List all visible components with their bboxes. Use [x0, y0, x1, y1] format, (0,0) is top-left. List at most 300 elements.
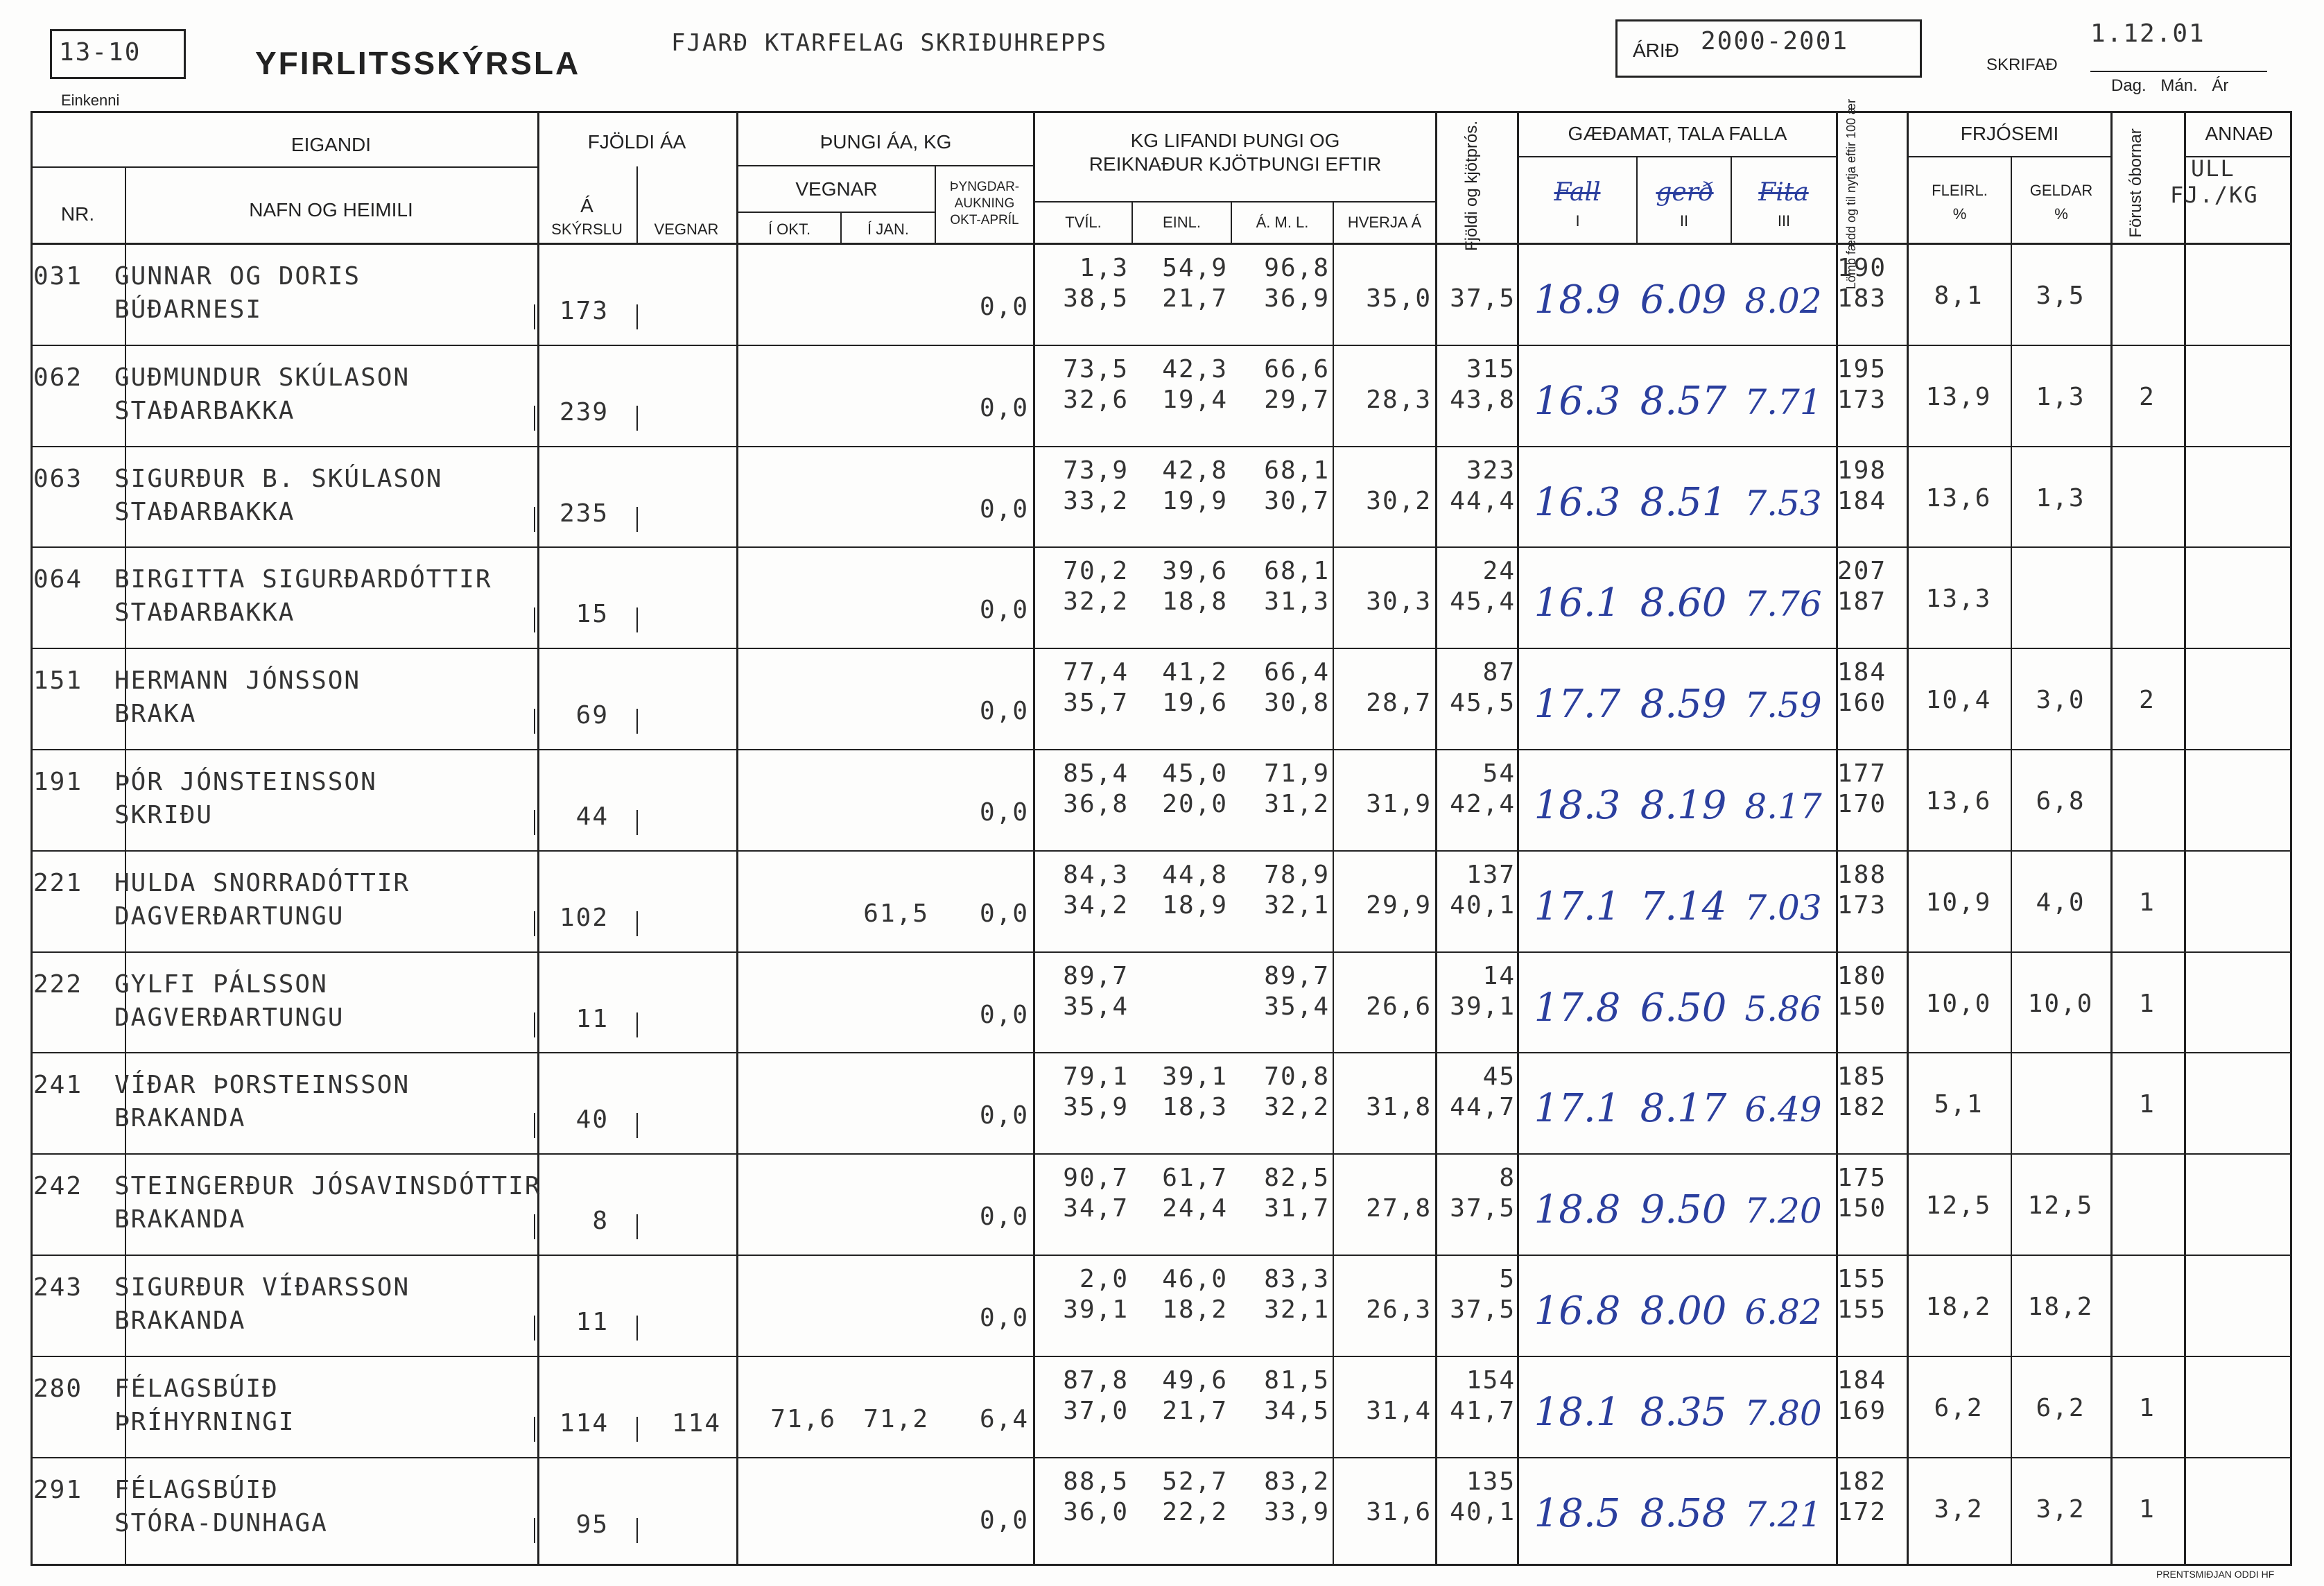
cell-lomb2: 184	[1837, 486, 1887, 515]
cell-einl: 61,7	[1162, 1164, 1228, 1193]
cell-einl2: 22,2	[1162, 1497, 1228, 1526]
cell-hverja: 26,6	[1366, 992, 1432, 1021]
cell-hverja: 35,0	[1366, 284, 1432, 313]
col-hverja: HVERJA Á	[1347, 214, 1422, 231]
cell-nr: 031	[33, 262, 83, 291]
cell-g1: 17.1	[1534, 883, 1621, 929]
value-tick	[534, 507, 535, 532]
cell-nr: 243	[33, 1273, 83, 1302]
value-tick	[636, 709, 638, 734]
cell-einl: 42,8	[1162, 456, 1228, 485]
cell-aml: 70,8	[1264, 1062, 1330, 1092]
cell-name: FÉLAGSBÚIÐ	[114, 1475, 279, 1504]
table-row	[0, 245, 2324, 346]
cell-place: BRAKANDA	[114, 1307, 246, 1335]
cell-g2: 8.17	[1640, 1086, 1727, 1132]
col-frjosemi: FRJÓSEMI	[1960, 123, 2059, 144]
cell-forust: 1	[2139, 989, 2156, 1018]
cell-fleirl: 13,9	[1925, 382, 1992, 411]
col-iokt: Í OKT.	[768, 221, 811, 238]
cell-fleirl: 10,9	[1925, 888, 1992, 917]
cell-g3: 8.02	[1744, 281, 1822, 321]
cell-kjot: 39,1	[1450, 992, 1516, 1021]
cell-einl2: 18,3	[1162, 1093, 1228, 1122]
cell-lomb1: 180	[1837, 961, 1887, 990]
value-tick	[534, 911, 535, 936]
cell-lomb1: 184	[1837, 658, 1887, 687]
col-thyngd	[936, 179, 1033, 228]
col-geldar-pct: %	[2054, 205, 2068, 223]
id-box-value: 13-10	[59, 38, 141, 67]
cell-name: HERMANN JÓNSSON	[114, 666, 361, 696]
cell-einl2: 19,9	[1162, 486, 1228, 515]
cell-forust: 1	[2139, 1090, 2156, 1119]
cell-hverja: 27,8	[1366, 1194, 1432, 1223]
col-thyngd-line1: ÞYNGDAR-	[949, 180, 1020, 194]
cell-place: DAGVERÐARTUNGU	[114, 1003, 345, 1032]
cell-fjoldi: 87	[1482, 658, 1516, 687]
cell-skyrslu: 11	[575, 1308, 609, 1336]
cell-lomb1: 185	[1837, 1062, 1887, 1092]
cell-kjot: 40,1	[1450, 890, 1516, 920]
cell-aml2: 30,8	[1264, 689, 1330, 718]
cell-tvil2: 35,4	[1063, 992, 1129, 1021]
cell-aukning: 0,0	[979, 1506, 1029, 1535]
cell-skyrslu: 114	[559, 1408, 609, 1438]
cell-aukning: 0,0	[979, 293, 1029, 321]
value-tick	[636, 406, 638, 431]
cell-vegnar: 114	[671, 1408, 721, 1438]
cell-g2: 6.09	[1640, 277, 1727, 322]
cell-aml2: 32,1	[1264, 890, 1330, 920]
col-eigandi: EIGANDI	[290, 134, 372, 155]
year-value: 2000-2001	[1701, 27, 1849, 55]
cell-fleirl: 10,0	[1925, 989, 1992, 1018]
cell-kjot: 43,8	[1450, 385, 1516, 414]
cell-aukning: 0,0	[979, 1304, 1029, 1332]
cell-g3: 7.20	[1744, 1191, 1822, 1232]
cell-nr: 151	[33, 666, 83, 696]
cell-einl: 49,6	[1162, 1365, 1228, 1395]
cell-g3: 7.71	[1744, 381, 1822, 422]
cell-einl2: 19,6	[1162, 689, 1228, 718]
cell-geldar: 6,2	[2036, 1393, 2085, 1422]
cell-einl2: 21,7	[1162, 284, 1228, 313]
cell-nr: 062	[33, 363, 83, 392]
id-label: Einkenni	[61, 92, 120, 109]
cell-hverja: 31,8	[1366, 1093, 1432, 1122]
cell-lomb2: 150	[1837, 1194, 1887, 1223]
cell-einl: 44,8	[1162, 860, 1228, 889]
col-g1: I	[1575, 212, 1580, 230]
table-row	[0, 750, 2324, 852]
col-lomb: Lömb fædd og til nytja eftir 100 ær	[1844, 98, 1858, 290]
cell-hverja: 31,9	[1366, 790, 1432, 818]
cell-einl: 41,2	[1162, 658, 1228, 687]
cell-hverja: 28,3	[1366, 385, 1432, 414]
cell-kjot: 37,5	[1450, 1194, 1516, 1223]
cell-g3: 7.21	[1744, 1494, 1822, 1535]
form-title: YFIRLITSSKÝRSLA	[255, 45, 581, 81]
cell-aml: 82,5	[1264, 1164, 1330, 1193]
year-label: ÁRIÐ	[1633, 40, 1679, 61]
cell-jan: 61,5	[863, 899, 929, 928]
value-tick	[534, 1518, 535, 1543]
cell-okt: 71,6	[770, 1404, 836, 1433]
cell-geldar: 12,5	[2027, 1191, 2094, 1221]
cell-g2: 8.51	[1640, 479, 1727, 525]
cell-fjoldi: 315	[1466, 354, 1516, 383]
cell-einl: 39,6	[1162, 557, 1228, 586]
cell-g3: 7.53	[1744, 483, 1822, 524]
col-geldar: GELDAR	[2029, 182, 2093, 199]
cell-lomb2: 187	[1837, 587, 1887, 617]
cell-aml2: 31,7	[1264, 1194, 1330, 1223]
cell-lomb2: 172	[1837, 1497, 1887, 1526]
cell-fleirl: 12,5	[1925, 1191, 1992, 1221]
cell-nr: 291	[33, 1475, 83, 1504]
cell-aukning: 0,0	[979, 1101, 1029, 1130]
cell-tvil: 87,8	[1063, 1365, 1129, 1395]
cell-g3: 7.80	[1744, 1393, 1822, 1433]
cell-tvil2: 35,7	[1063, 689, 1129, 718]
cell-aml: 89,7	[1264, 961, 1330, 990]
cell-g2: 6.50	[1640, 985, 1727, 1031]
cell-lomb1: 182	[1837, 1467, 1887, 1496]
cell-fjoldi: 8	[1499, 1164, 1516, 1193]
cell-einl: 39,1	[1162, 1062, 1228, 1092]
cell-aml2: 33,9	[1264, 1497, 1330, 1526]
cell-g1: 18.1	[1534, 1389, 1621, 1435]
cell-fleirl: 8,1	[1934, 282, 1984, 310]
cell-skyrslu: 102	[559, 903, 609, 932]
col-thyngd-line2: AUKNING	[954, 196, 1015, 211]
cell-aukning: 0,0	[979, 596, 1029, 625]
col-fjoldi: FJÖLDI ÁA	[587, 131, 686, 153]
cell-aukning: 0,0	[979, 697, 1029, 726]
cell-fleirl: 6,2	[1934, 1393, 1984, 1422]
cell-place: DAGVERÐARTUNGU	[114, 902, 345, 931]
cell-einl2: 19,4	[1162, 385, 1228, 414]
cell-name: FÉLAGSBÚIÐ	[114, 1374, 279, 1403]
col-thungi: ÞUNGI ÁA, KG	[820, 131, 952, 153]
written-label: SKRIFAÐ	[1986, 55, 2058, 74]
cell-tvil2: 35,9	[1063, 1093, 1129, 1122]
cell-g2: 8.35	[1640, 1389, 1727, 1435]
table-row	[0, 649, 2324, 750]
col-annad: ANNAÐ	[2205, 123, 2273, 144]
cell-einl2: 21,7	[1162, 1396, 1228, 1425]
cell-lomb2: 182	[1837, 1093, 1887, 1122]
cell-einl: 42,3	[1162, 354, 1228, 383]
cell-skyrslu: 8	[592, 1207, 609, 1236]
table-row	[0, 1357, 2324, 1458]
cell-g2: 8.00	[1640, 1288, 1727, 1334]
cell-aukning: 0,0	[979, 798, 1029, 827]
col-nafn: NAFN OG HEIMILI	[249, 199, 413, 221]
cell-nr: 280	[33, 1374, 83, 1403]
cell-tvil: 90,7	[1063, 1164, 1129, 1193]
value-tick	[636, 607, 638, 632]
cell-forust: 1	[2139, 1393, 2156, 1422]
cell-hverja: 31,6	[1366, 1497, 1432, 1526]
cell-lomb1: 207	[1837, 557, 1887, 586]
value-tick	[636, 1113, 638, 1138]
cell-kjot: 45,4	[1450, 587, 1516, 617]
cell-name: BIRGITTA SIGURÐARDÓTTIR	[114, 565, 492, 594]
cell-skyrslu: 44	[575, 802, 609, 831]
col-ull: ULL	[2191, 155, 2235, 182]
cell-kjot: 40,1	[1450, 1497, 1516, 1526]
cell-fleirl: 13,6	[1925, 787, 1992, 816]
cell-name: STEINGERÐUR JÓSAVINSDÓTTIR	[114, 1172, 541, 1201]
cell-lomb1: 155	[1837, 1265, 1887, 1293]
value-tick	[534, 1316, 535, 1341]
cell-aukning: 6,4	[979, 1404, 1029, 1433]
cell-aml: 81,5	[1264, 1365, 1330, 1395]
col-g2: II	[1679, 212, 1689, 230]
cell-nr: 064	[33, 565, 83, 594]
col-fleirl-pct: %	[1952, 205, 1967, 223]
cell-lomb1: 190	[1837, 254, 1887, 282]
cell-fjoldi: 24	[1482, 557, 1516, 586]
value-tick	[534, 304, 535, 329]
id-box	[50, 29, 186, 79]
cell-fleirl: 13,6	[1925, 483, 1992, 512]
cell-g1: 16.3	[1534, 479, 1621, 525]
value-tick	[636, 304, 638, 329]
col-kg-line2: REIKNAÐUR KJÖTÞUNGI EFTIR	[1089, 153, 1382, 175]
cell-forust: 1	[2139, 1494, 2156, 1524]
cell-geldar: 3,5	[2036, 282, 2085, 310]
cell-place: BRAKANDA	[114, 1205, 246, 1234]
col-g3: III	[1777, 212, 1791, 230]
cell-einl: 45,0	[1162, 759, 1228, 788]
cell-fjoldi: 154	[1466, 1365, 1516, 1395]
cell-tvil: 84,3	[1063, 860, 1129, 889]
cell-g1: 18.5	[1534, 1490, 1621, 1536]
cell-kjot: 37,5	[1450, 284, 1516, 313]
cell-kjot: 42,4	[1450, 790, 1516, 818]
table-row	[0, 1458, 2324, 1560]
col-tvil: TVÍL.	[1065, 214, 1102, 231]
cell-aml: 68,1	[1264, 557, 1330, 586]
cell-kjot: 44,7	[1450, 1093, 1516, 1122]
value-tick	[636, 1012, 638, 1037]
col-g-hand1: Fall	[1554, 178, 1601, 207]
cell-fjoldi: 135	[1466, 1467, 1516, 1496]
cell-nr: 241	[33, 1071, 83, 1100]
col-ijan: Í JAN.	[867, 221, 909, 238]
cell-lomb1: 195	[1837, 354, 1887, 383]
col-gaedamat: GÆÐAMAT, TALA FALLA	[1568, 123, 1787, 144]
cell-lomb2: 173	[1837, 890, 1887, 920]
cell-fleirl: 10,4	[1925, 686, 1992, 715]
cell-lomb2: 150	[1837, 992, 1887, 1021]
col-g-hand3: Fita	[1758, 178, 1809, 207]
cell-fjoldi: 137	[1466, 860, 1516, 889]
cell-tvil: 2,0	[1079, 1265, 1129, 1293]
col-a: Á	[580, 195, 593, 216]
value-tick	[534, 1417, 535, 1442]
cell-nr: 221	[33, 868, 83, 897]
cell-g2: 9.50	[1640, 1187, 1727, 1233]
cell-tvil: 70,2	[1063, 557, 1129, 586]
table-row	[0, 548, 2324, 649]
cell-name: GYLFI PÁLSSON	[114, 969, 328, 999]
cell-forust: 2	[2139, 382, 2156, 411]
cell-kjot: 37,5	[1450, 1295, 1516, 1324]
cell-skyrslu: 235	[559, 499, 609, 528]
cell-aml2: 32,2	[1264, 1093, 1330, 1122]
cell-skyrslu: 40	[575, 1105, 609, 1135]
cell-place: BRAKA	[114, 700, 197, 729]
value-tick	[636, 1518, 638, 1543]
value-tick	[534, 709, 535, 734]
cell-geldar: 10,0	[2027, 989, 2094, 1018]
cell-lomb1: 188	[1837, 860, 1887, 889]
col-kg	[1035, 129, 1435, 175]
cell-aml2: 32,1	[1264, 1295, 1330, 1324]
cell-tvil2: 39,1	[1063, 1295, 1129, 1324]
cell-einl2: 18,8	[1162, 587, 1228, 617]
cell-g2: 8.58	[1640, 1490, 1727, 1536]
cell-skyrslu: 11	[575, 1004, 609, 1033]
cell-name: ÞÓR JÓNSTEINSSON	[114, 768, 377, 796]
cell-aukning: 0,0	[979, 1203, 1029, 1232]
cell-tvil2: 37,0	[1063, 1396, 1129, 1425]
cell-hverja: 31,4	[1366, 1396, 1432, 1425]
cell-nr: 242	[33, 1172, 83, 1201]
cell-place: ÞRÍHYRNINGI	[114, 1407, 295, 1436]
table-row	[0, 447, 2324, 549]
year-box	[1615, 19, 1922, 78]
cell-einl: 54,9	[1162, 254, 1228, 282]
cell-aml: 78,9	[1264, 860, 1330, 889]
cell-g1: 17.1	[1534, 1086, 1621, 1132]
cell-g2: 8.57	[1640, 378, 1727, 424]
cell-tvil: 79,1	[1063, 1062, 1129, 1092]
cell-geldar: 1,3	[2036, 483, 2085, 512]
cell-fjoldi: 14	[1482, 961, 1516, 990]
cell-g2: 8.19	[1640, 783, 1727, 828]
cell-fleirl: 13,3	[1925, 585, 1992, 614]
cell-aml2: 35,4	[1264, 992, 1330, 1021]
cell-g3: 5.86	[1744, 988, 1822, 1029]
cell-lomb2: 170	[1837, 790, 1887, 818]
cell-place: STAÐARBAKKA	[114, 396, 295, 425]
cell-g1: 17.8	[1534, 985, 1621, 1031]
cell-tvil2: 33,2	[1063, 486, 1129, 515]
cell-skyrslu: 239	[559, 397, 609, 426]
cell-einl2: 18,9	[1162, 890, 1228, 920]
cell-name: HULDA SNORRADÓTTIR	[114, 868, 410, 897]
cell-kjot: 45,5	[1450, 689, 1516, 718]
col-g-hand2: gerð	[1656, 178, 1714, 207]
cell-geldar: 3,2	[2036, 1494, 2085, 1524]
cell-fjoldi: 45	[1482, 1062, 1516, 1092]
cell-tvil2: 36,8	[1063, 790, 1129, 818]
cell-name: SIGURÐUR VÍÐARSSON	[114, 1273, 410, 1302]
cell-lomb1: 198	[1837, 456, 1887, 485]
cell-aml: 96,8	[1264, 254, 1330, 282]
cell-skyrslu: 95	[575, 1510, 609, 1539]
cell-kjot: 41,7	[1450, 1396, 1516, 1425]
cell-fjoldi: 54	[1482, 759, 1516, 788]
cell-place: STAÐARBAKKA	[114, 497, 295, 526]
cell-g3: 7.59	[1744, 685, 1822, 726]
cell-geldar: 3,0	[2036, 686, 2085, 715]
col-kg-line1: KG LIFANDI ÞUNGI OG	[1130, 130, 1340, 151]
cell-skyrslu: 173	[559, 297, 609, 325]
cell-place: BRAKANDA	[114, 1104, 246, 1133]
value-tick	[636, 507, 638, 532]
cell-aml: 66,6	[1264, 354, 1330, 383]
cell-aml: 83,2	[1264, 1467, 1330, 1496]
cell-fleirl: 18,2	[1925, 1293, 1992, 1321]
cell-g1: 18.3	[1534, 783, 1621, 828]
cell-aml2: 36,9	[1264, 284, 1330, 313]
cell-einl2: 24,4	[1162, 1194, 1228, 1223]
cell-g2: 8.60	[1640, 580, 1727, 626]
cell-g1: 18.8	[1534, 1187, 1621, 1233]
cell-aml: 68,1	[1264, 456, 1330, 485]
cell-place: STÓRA-DUNHAGA	[114, 1508, 328, 1537]
cell-tvil2: 38,5	[1063, 284, 1129, 313]
col-vegnar: VEGNAR	[654, 221, 719, 238]
cell-name: GUÐMUNDUR SKÚLASON	[114, 363, 410, 392]
cell-nr: 222	[33, 969, 83, 999]
organization-name: FJARÐ KTARFELAG SKRIÐUHREPPS	[671, 29, 1108, 57]
col-skyrslu: SKÝRSLU	[551, 221, 623, 238]
value-tick	[636, 911, 638, 936]
cell-place: SKRIÐU	[114, 801, 214, 829]
cell-g3: 6.49	[1744, 1089, 1822, 1130]
cell-aml2: 31,2	[1264, 790, 1330, 818]
cell-einl: 46,0	[1162, 1265, 1228, 1293]
col-fleirl: FLEIRL.	[1932, 182, 1988, 199]
value-tick	[534, 1214, 535, 1239]
cell-name: VÍÐAR ÞORSTEINSSON	[114, 1071, 410, 1100]
cell-einl: 52,7	[1162, 1467, 1228, 1496]
cell-g1: 18.9	[1534, 277, 1621, 322]
cell-nr: 191	[33, 768, 83, 796]
cell-g2: 7.14	[1640, 883, 1727, 929]
cell-lomb2: 169	[1837, 1396, 1887, 1425]
table-row	[0, 953, 2324, 1054]
cell-tvil: 77,4	[1063, 658, 1129, 687]
cell-skyrslu: 69	[575, 701, 609, 730]
cell-aml2: 29,7	[1264, 385, 1330, 414]
cell-g2: 8.59	[1640, 682, 1727, 727]
cell-geldar: 4,0	[2036, 888, 2085, 917]
cell-tvil: 88,5	[1063, 1467, 1129, 1496]
cell-einl2: 18,2	[1162, 1295, 1228, 1324]
cell-skyrslu: 15	[575, 600, 609, 629]
cell-tvil2: 36,0	[1063, 1497, 1129, 1526]
cell-lomb2: 155	[1837, 1295, 1887, 1324]
col-aml: Á. M. L.	[1256, 214, 1309, 231]
cell-geldar: 18,2	[2027, 1293, 2094, 1321]
cell-geldar: 6,8	[2036, 787, 2085, 816]
cell-aml2: 34,5	[1264, 1396, 1330, 1425]
cell-tvil: 89,7	[1063, 961, 1129, 990]
table-row	[0, 1053, 2324, 1155]
cell-g3: 6.82	[1744, 1292, 1822, 1332]
value-tick	[636, 1316, 638, 1341]
cell-g1: 16.8	[1534, 1288, 1621, 1334]
cell-hverja: 29,9	[1366, 890, 1432, 920]
